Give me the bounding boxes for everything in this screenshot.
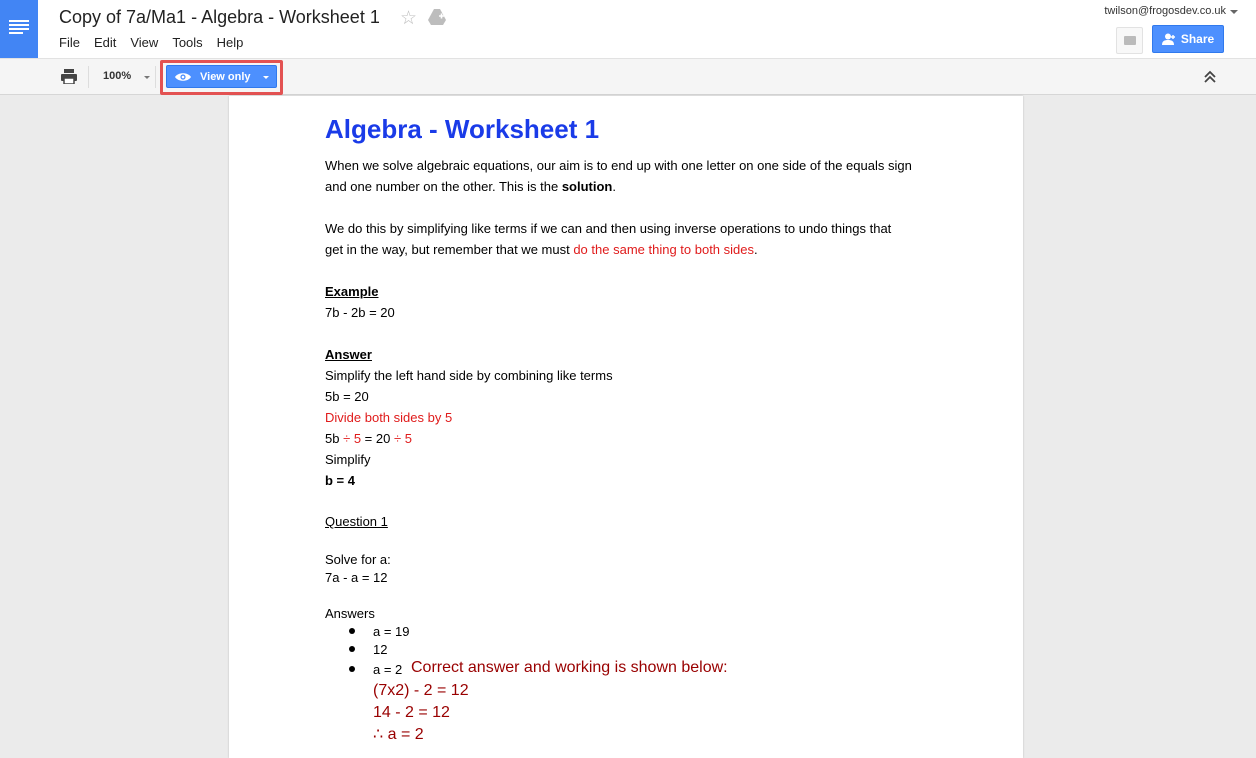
answer-step-1: Simplify the left hand side by combining like terms <box>325 368 613 383</box>
answer-result: b = 4 <box>325 473 355 488</box>
working-line: (7x2) - 2 = 12 <box>373 682 469 699</box>
menu-edit[interactable]: Edit <box>93 35 117 50</box>
user-account[interactable]: twilson@frogosdev.co.uk <box>1104 5 1226 17</box>
drive-icon[interactable] <box>428 8 448 26</box>
chevron-down-icon[interactable] <box>144 76 150 79</box>
comments-button[interactable] <box>1116 27 1143 54</box>
menu-view[interactable]: View <box>130 35 159 50</box>
answer-step-5: Simplify <box>325 452 371 467</box>
answer-step-2: 5b = 20 <box>325 389 369 404</box>
answer-heading: Answer <box>325 347 372 362</box>
intro-line-1: When we solve algebraic equations, our aim is to end up with one letter on one side of the equals sign <box>325 158 912 173</box>
menu-file[interactable]: File <box>59 35 80 50</box>
working-line: ∴ a = 2 <box>373 726 424 743</box>
question-prompt: Solve for a: <box>325 552 391 567</box>
answer-option: a = 2 <box>373 662 403 677</box>
star-icon[interactable]: ☆ <box>400 8 418 29</box>
answer-option: 12 <box>373 642 388 657</box>
para2-line-2: get in the way, but remember that we must do the same thing to both sides. <box>325 242 758 257</box>
list-bullet <box>349 646 355 652</box>
answer-step-4: 5b ÷ 5 = 20 ÷ 5 <box>325 431 412 446</box>
working-line: 14 - 2 = 12 <box>373 704 450 721</box>
eye-icon <box>175 72 191 82</box>
menu-bar <box>59 35 257 50</box>
comment-icon <box>1124 36 1136 45</box>
view-only-mode-button[interactable] <box>166 65 277 88</box>
app-header <box>0 0 1256 58</box>
chevron-down-icon[interactable] <box>263 76 269 79</box>
person-icon <box>1162 33 1176 45</box>
list-bullet <box>349 666 355 672</box>
chevron-down-icon[interactable] <box>1230 10 1238 14</box>
para2-line-1: We do this by simplifying like terms if we can and then using inverse operations to undo things that <box>325 221 892 236</box>
question-heading: Question 1 <box>325 514 388 529</box>
example-heading: Example <box>325 284 379 299</box>
share-label: Share <box>1180 32 1215 46</box>
print-icon[interactable] <box>61 69 77 84</box>
document-page <box>229 96 1023 758</box>
example-equation: 7b - 2b = 20 <box>325 305 395 320</box>
share-button[interactable] <box>1152 25 1224 53</box>
menu-help[interactable]: Help <box>216 35 244 50</box>
question-equation: 7a - a = 12 <box>325 570 388 585</box>
answer-option: a = 19 <box>373 624 410 639</box>
zoom-select[interactable]: 100% <box>103 70 132 82</box>
list-bullet <box>349 628 355 634</box>
document-title[interactable]: Copy of 7a/Ma1 - Algebra - Worksheet 1 <box>59 7 380 27</box>
collapse-icon[interactable] <box>1203 70 1217 84</box>
answer-step-3: Divide both sides by 5 <box>325 410 453 425</box>
view-only-label: View only <box>200 70 251 83</box>
menu-tools[interactable]: Tools <box>172 35 203 50</box>
answers-label: Answers <box>325 606 375 621</box>
docs-logo-icon[interactable] <box>0 0 38 58</box>
doc-heading: Algebra - Worksheet 1 <box>325 114 600 144</box>
feedback-text: Correct answer and working is shown below: <box>411 659 728 676</box>
intro-line-2: and one number on the other. This is the solution. <box>325 179 616 194</box>
